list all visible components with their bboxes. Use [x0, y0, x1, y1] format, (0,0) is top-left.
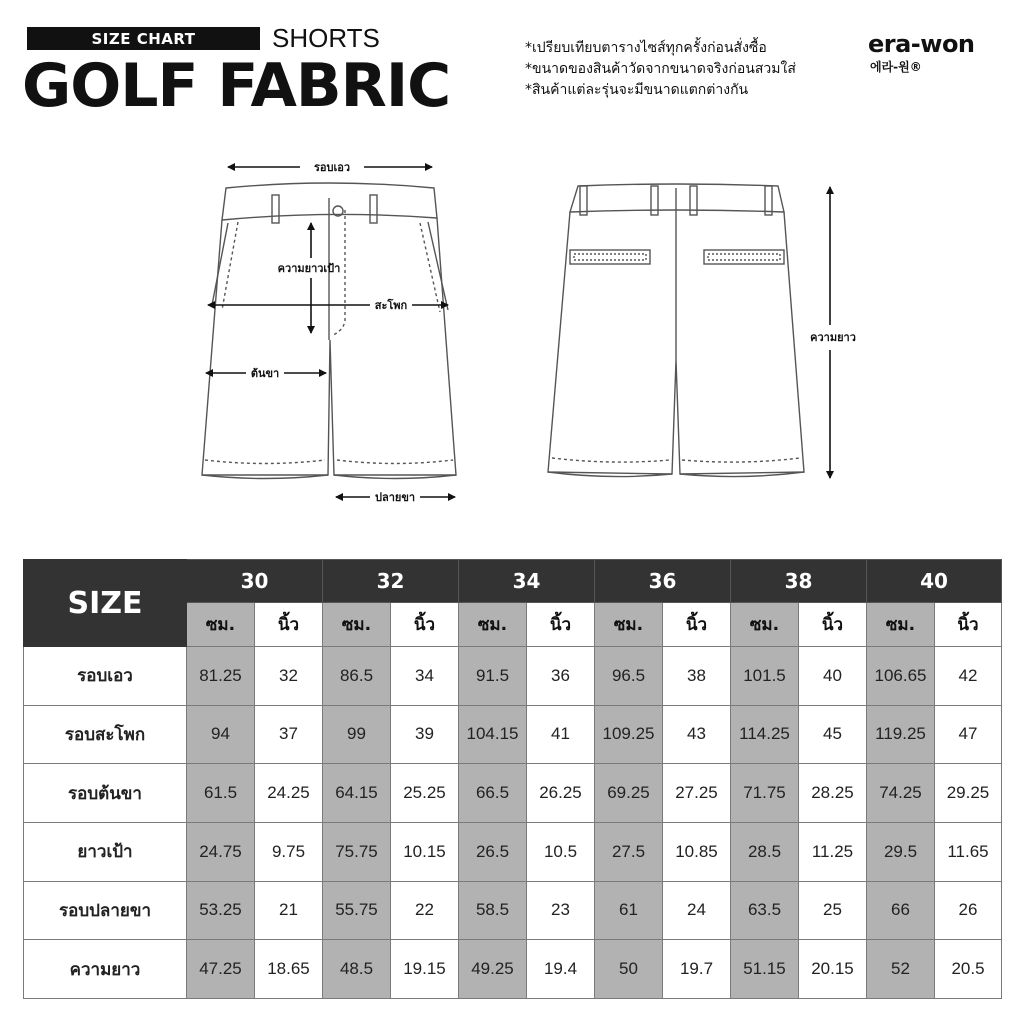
size-table: [23, 559, 1002, 999]
cell-inch: 37: [255, 705, 323, 764]
cell-cm: 51.15: [731, 940, 799, 999]
size-column-header: 34: [459, 560, 595, 603]
cell-cm: 27.5: [595, 822, 663, 881]
size-column-header: 40: [867, 560, 1002, 603]
cell-cm: 96.5: [595, 647, 663, 706]
cell-inch: 26: [935, 881, 1002, 940]
cell-inch: 36: [527, 647, 595, 706]
waist-label: รอบเอว: [313, 161, 351, 174]
row-label: ยาวเป้า: [24, 822, 187, 881]
cell-inch: 45: [799, 705, 867, 764]
cell-cm: 101.5: [731, 647, 799, 706]
cell-inch: 10.85: [663, 822, 731, 881]
cell-cm: 55.75: [323, 881, 391, 940]
table-row: [24, 822, 1002, 881]
page-title: GOLF FABRIC: [22, 51, 451, 121]
category-label: SHORTS: [272, 23, 380, 53]
table-row: [24, 764, 1002, 823]
cell-cm: 48.5: [323, 940, 391, 999]
unit-cm-header: ซม.: [867, 603, 935, 647]
cell-cm: 47.25: [187, 940, 255, 999]
table-row: [24, 940, 1002, 999]
cell-cm: 53.25: [187, 881, 255, 940]
cell-inch: 18.65: [255, 940, 323, 999]
back-view: [548, 184, 804, 477]
cell-cm: 109.25: [595, 705, 663, 764]
cell-inch: 29.25: [935, 764, 1002, 823]
rise-label: ความยาวเป้า: [277, 262, 341, 275]
cell-cm: 75.75: [323, 822, 391, 881]
cell-inch: 41: [527, 705, 595, 764]
cell-inch: 42: [935, 647, 1002, 706]
cell-cm: 61: [595, 881, 663, 940]
unit-cm-header: ซม.: [187, 603, 255, 647]
cell-inch: 26.25: [527, 764, 595, 823]
cell-inch: 47: [935, 705, 1002, 764]
cell-cm: 71.75: [731, 764, 799, 823]
cell-cm: 69.25: [595, 764, 663, 823]
note-line: *เปรียบเทียบตารางไซส์ทุกครั้งก่อนสั่งซื้อ: [525, 40, 767, 56]
cell-inch: 19.7: [663, 940, 731, 999]
cell-cm: 74.25: [867, 764, 935, 823]
cell-cm: 99: [323, 705, 391, 764]
cell-inch: 23: [527, 881, 595, 940]
cell-cm: 52: [867, 940, 935, 999]
cell-cm: 61.5: [187, 764, 255, 823]
row-label: รอบสะโพก: [24, 705, 187, 764]
cell-inch: 11.65: [935, 822, 1002, 881]
unit-cm-header: ซม.: [323, 603, 391, 647]
cell-inch: 28.25: [799, 764, 867, 823]
size-header-row: [24, 560, 1002, 603]
row-label: รอบเอว: [24, 647, 187, 706]
cell-inch: 38: [663, 647, 731, 706]
cell-cm: 66: [867, 881, 935, 940]
note-line: *ขนาดของสินค้าวัดจากขนาดจริงก่อนสวมใส่: [525, 61, 796, 77]
cell-cm: 91.5: [459, 647, 527, 706]
cell-inch: 24.25: [255, 764, 323, 823]
cell-cm: 63.5: [731, 881, 799, 940]
cell-inch: 22: [391, 881, 459, 940]
cell-inch: 20.15: [799, 940, 867, 999]
row-label: รอบต้นขา: [24, 764, 187, 823]
length-label: ความยาว: [810, 331, 856, 344]
cell-cm: 86.5: [323, 647, 391, 706]
note-line: *สินค้าแต่ละรุ่นจะมีขนาดแตกต่างกัน: [525, 82, 749, 98]
cell-inch: 39: [391, 705, 459, 764]
cell-inch: 11.25: [799, 822, 867, 881]
size-column-header: 36: [595, 560, 731, 603]
table-row: [24, 881, 1002, 940]
unit-inch-header: นิ้ว: [255, 603, 323, 647]
leg-opening-label: ปลายขา: [374, 491, 416, 504]
cell-cm: 49.25: [459, 940, 527, 999]
cell-inch: 25: [799, 881, 867, 940]
cell-inch: 20.5: [935, 940, 1002, 999]
cell-inch: 43: [663, 705, 731, 764]
cell-inch: 10.15: [391, 822, 459, 881]
cell-cm: 24.75: [187, 822, 255, 881]
unit-inch-header: นิ้ว: [935, 603, 1002, 647]
unit-inch-header: นิ้ว: [663, 603, 731, 647]
size-column-header: 32: [323, 560, 459, 603]
unit-cm-header: ซม.: [595, 603, 663, 647]
thigh-label: ต้นขา: [250, 367, 280, 380]
cell-inch: 9.75: [255, 822, 323, 881]
size-chart-tag: SIZE CHART: [27, 27, 260, 50]
brand-sub-logo: 에라-원®: [870, 60, 922, 74]
row-label: ความยาว: [24, 940, 187, 999]
cell-cm: 81.25: [187, 647, 255, 706]
cell-cm: 104.15: [459, 705, 527, 764]
cell-cm: 66.5: [459, 764, 527, 823]
cell-cm: 119.25: [867, 705, 935, 764]
measure-lines: [206, 167, 830, 497]
cell-inch: 32: [255, 647, 323, 706]
cell-cm: 26.5: [459, 822, 527, 881]
front-view: [202, 183, 456, 479]
table-row: [24, 647, 1002, 706]
cell-cm: 106.65: [867, 647, 935, 706]
unit-inch-header: นิ้ว: [799, 603, 867, 647]
cell-cm: 50: [595, 940, 663, 999]
cell-inch: 19.15: [391, 940, 459, 999]
row-label: รอบปลายขา: [24, 881, 187, 940]
hip-label: สะโพก: [374, 299, 408, 312]
table-row: [24, 705, 1002, 764]
cell-inch: 10.5: [527, 822, 595, 881]
cell-cm: 64.15: [323, 764, 391, 823]
size-column-header: 38: [731, 560, 867, 603]
unit-cm-header: ซม.: [731, 603, 799, 647]
cell-inch: 21: [255, 881, 323, 940]
cell-cm: 29.5: [867, 822, 935, 881]
cell-cm: 94: [187, 705, 255, 764]
unit-inch-header: นิ้ว: [527, 603, 595, 647]
unit-inch-header: นิ้ว: [391, 603, 459, 647]
size-column-header: 30: [187, 560, 323, 603]
notes: [525, 38, 796, 101]
cell-cm: 58.5: [459, 881, 527, 940]
cell-inch: 34: [391, 647, 459, 706]
brand-logo: era-won: [868, 30, 975, 58]
size-table-body: [24, 647, 1002, 999]
cell-cm: 114.25: [731, 705, 799, 764]
cell-inch: 27.25: [663, 764, 731, 823]
size-header: SIZE: [24, 560, 187, 647]
shorts-diagram: [0, 140, 1024, 520]
cell-inch: 40: [799, 647, 867, 706]
unit-cm-header: ซม.: [459, 603, 527, 647]
cell-inch: 25.25: [391, 764, 459, 823]
cell-inch: 24: [663, 881, 731, 940]
cell-inch: 19.4: [527, 940, 595, 999]
cell-cm: 28.5: [731, 822, 799, 881]
